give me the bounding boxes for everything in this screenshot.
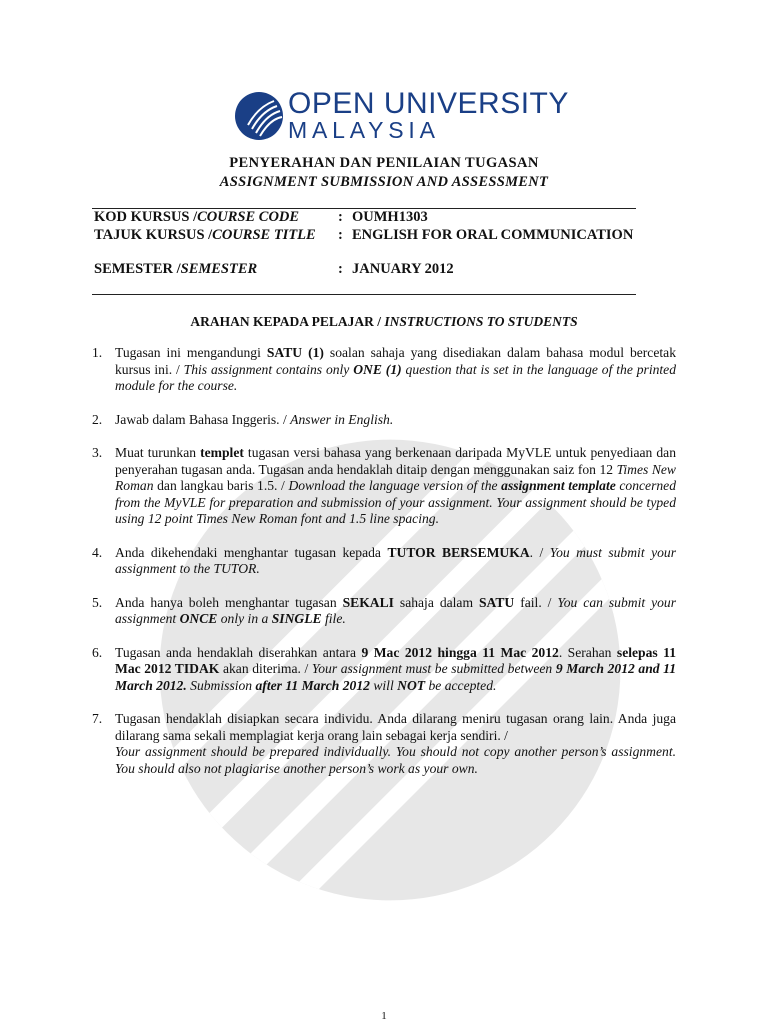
course-code-row: KOD KURSUS /COURSE CODE : OUMH1303 — [94, 209, 428, 225]
course-code-label: KOD KURSUS /COURSE CODE — [94, 209, 300, 225]
document-title-english: ASSIGNMENT SUBMISSION AND ASSESSMENT — [219, 174, 549, 190]
page-number: 1 — [381, 1010, 387, 1022]
bottom-divider — [92, 294, 636, 295]
instructions-list — [92, 345, 676, 794]
instruction-item-1: 1. Tugasan ini mengandungi SATU (1) soalan sahaja yang disediakan dalam bahasa modul bercetak kursus ini. / This assignment contains only ONE (1) question that is set in the language of the printed module for the course. — [92, 345, 676, 393]
document-title-malay: PENYERAHAN DAN PENILAIAN TUGASAN — [229, 155, 539, 171]
semester-row: SEMESTER /SEMESTER : JANUARY 2012 — [94, 261, 454, 277]
instructions-heading: ARAHAN KEPADA PELAJAR / INSTRUCTIONS TO STUDENTS — [190, 314, 578, 329]
semester-value: JANUARY 2012 — [352, 261, 454, 277]
logo-text-line2: MALAYSIA — [288, 117, 440, 143]
instruction-item-6: 6. Tugasan anda hendaklah diserahkan antara 9 Mac 2012 hingga 11 Mac 2012. Serahan selepas 11 Mac 2012 TIDAK akan diterima. / Your assignment must be submitted between 9 March 2012 and 11 March 2012. Submission after 11 March 2012 will NOT be accepted. — [92, 644, 677, 693]
instruction-item-5: 5. Anda hanya boleh menghantar tugasan SEKALI sahaja dalam SATU fail. / You can submit your assignment ONCE only in a SINGLE file. — [92, 594, 676, 626]
instruction-item-2: 2. Jawab dalam Bahasa Inggeris. / Answer in English. — [92, 411, 394, 427]
instruction-item-7: 7. Tugasan hendaklah disiapkan secara individu. Anda dilarang meniru tugasan orang lain. Anda juga dilarang sama sekali memplagiat kerja orang lain sebagai kerja sendiri. / Your assignment should be prepared individually. You should not copy another person’s assignment. You should also not plagiarise another person’s work as your own. — [92, 711, 676, 776]
instruction-item-4: 4. Anda dikehendaki menghantar tugasan kepada TUTOR BERSEMUKA. / You must submit your assignment to the TUTOR. — [92, 544, 676, 576]
semester-label: SEMESTER /SEMESTER — [94, 261, 258, 277]
oum-logo-icon — [234, 91, 284, 141]
university-logo — [234, 87, 569, 144]
course-title-value: ENGLISH FOR ORAL COMMUNICATION — [352, 227, 634, 243]
course-title-label: TAJUK KURSUS /COURSE TITLE — [94, 227, 316, 243]
instruction-item-3: 3. Muat turunkan templet tugasan versi bahasa yang berkenaan daripada MyVLE untuk penyediaan dan penyerahan tugasan anda. Tugasan anda hendaklah ditaip dengan menggunakan saiz fon 12 Times New Roman dan langkau baris 1.5. / Download the language version of the assignment template concerned from the MyVLE for preparation and submission of your assignment. Your assignment should be typed using 12 point Times New Roman font and 1.5 line spacing. — [92, 445, 677, 526]
course-title-row: TAJUK KURSUS /COURSE TITLE : ENGLISH FOR ORAL COMMUNICATION — [94, 227, 634, 243]
course-code-value: OUMH1303 — [352, 209, 428, 225]
logo-text-line1: OPEN UNIVERSITY — [288, 87, 569, 120]
